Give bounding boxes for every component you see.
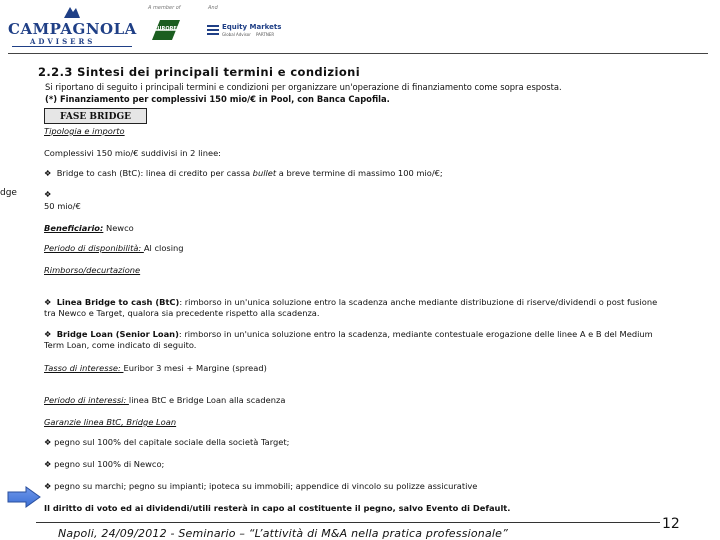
eurorefi-text: EUROREFI (154, 26, 183, 32)
tasso-row (44, 363, 267, 373)
tipologia-heading: Tipologia e importo (44, 126, 125, 136)
intro-text: Si riportano di seguito i principali termini e condizioni per organizzare un'operazione di finanziamento come sopra esposta. (45, 82, 562, 92)
intro-bold-text: (*) Finanziamento per complessivi 150 mio/€ in Pool, con Banca Capofila. (45, 94, 390, 104)
logo-subtitle: ADVISERS (30, 37, 96, 46)
logo-name: CAMPAGNOLA (8, 20, 137, 38)
member-label: A member of (148, 5, 181, 11)
periodo-value: Al closing (143, 243, 184, 253)
rimborso2-bold: Bridge Loan (Senior Loan) (56, 329, 179, 339)
header-divider (8, 53, 708, 54)
logo-mark-icon (62, 4, 82, 20)
rimborso2-text: : rimborso in un'unica soluzione entro la scadenza, mediante contestuale erogazione delle linee A e B del Medium Term Loan, come indicato di seguito. (44, 329, 653, 350)
periodo-heading: Periodo di disponibilità: (44, 243, 144, 253)
rimborso1-text: : rimborso in un'unica soluzione entro la scadenza anche mediante distribuzione di riserve/dividendi o post fusione tra Newco e Target, qualora sia precedente rispetto alla scadenza. (44, 297, 658, 318)
rimborso1-item (44, 297, 664, 319)
diamond-bullet-icon: ❖ (44, 297, 52, 307)
footer-text: Napoli, 24/09/2012 - Seminario – “L’attività di M&A nella pratica professionale” (58, 527, 509, 540)
diamond-bullet-icon: ❖ (44, 189, 52, 199)
diamond-bullet-icon: ❖ (44, 329, 52, 339)
page-number: 12 (662, 516, 680, 532)
periodo-interessi-heading: Periodo di interessi: (44, 395, 129, 405)
section-title: 2.2.3 Sintesi dei principali termini e condizioni (38, 65, 361, 79)
line1-item (44, 168, 443, 178)
rimborso-heading: Rimborso/decurtazione (44, 265, 141, 275)
garanzia2-text: pegno sul 100% di Newco; (54, 459, 165, 469)
footer-divider (36, 522, 660, 523)
garanzia1-item (44, 437, 289, 447)
beneficiario-value: Newco (103, 223, 134, 233)
and-label: And (208, 5, 218, 11)
equity-partner: PARTNER (256, 32, 275, 37)
fase-bridge-box: FASE BRIDGE (44, 108, 147, 124)
diamond-bullet-icon: ❖ (44, 459, 52, 469)
garanzia2-item (44, 459, 164, 469)
logo-divider (12, 46, 132, 47)
line2-text: 50 mio/€ (44, 201, 81, 211)
equity-name: Equity Markets (222, 23, 282, 31)
garanzia1-text: pegno sul 100% del capitale sociale della società Target; (54, 437, 290, 447)
diritto-voto-text: Il diritto di voto ed ai dividendi/utili resterà in capo al costituente il pegno, salvo Evento di Default. (44, 503, 511, 513)
periodo-row (44, 243, 184, 253)
garanzia3-text: pegno su marchi; pegno su impianti; ipoteca su immobili; appendice di vincolo su polizze assicurative (54, 481, 478, 491)
equity-logo-icon (206, 22, 220, 36)
campagnola-logo (8, 4, 138, 48)
diamond-bullet-icon: ❖ (44, 437, 52, 447)
diamond-bullet-icon: ❖ (44, 481, 52, 491)
line1-prefix: Bridge to cash (BtC): linea di credito per cassa (56, 168, 253, 178)
diamond-bullet-icon: ❖ (44, 168, 52, 178)
line1-italic: bullet (252, 168, 277, 178)
equity-sub: Global Advisor (222, 32, 251, 37)
arrow-right-icon (6, 486, 42, 508)
importo-text: Complessivi 150 mio/€ suddivisi in 2 linee: (44, 148, 221, 158)
rimborso1-bold: Linea Bridge to cash (BtC) (56, 297, 180, 307)
line2-bullet (44, 189, 51, 199)
tasso-value: Euribor 3 mesi + Margine (spread) (123, 363, 267, 373)
line1-suffix: a breve termine di massimo 100 mio/€; (276, 168, 443, 178)
equity-markets-logo (206, 20, 286, 42)
tasso-heading: Tasso di interesse: (44, 363, 124, 373)
rimborso2-item (44, 329, 664, 351)
beneficiario-row (44, 223, 134, 233)
garanzie-heading: Garanzie linea BtC, Bridge Loan (44, 417, 177, 427)
garanzia3-item (44, 481, 477, 491)
periodo-interessi-row (44, 395, 285, 405)
beneficiario-heading: Beneficiario: (44, 223, 104, 233)
left-edge-text: dge (0, 188, 17, 198)
eurorefi-logo (150, 18, 182, 42)
periodo-interessi-value: linea BtC e Bridge Loan alla scadenza (128, 395, 286, 405)
